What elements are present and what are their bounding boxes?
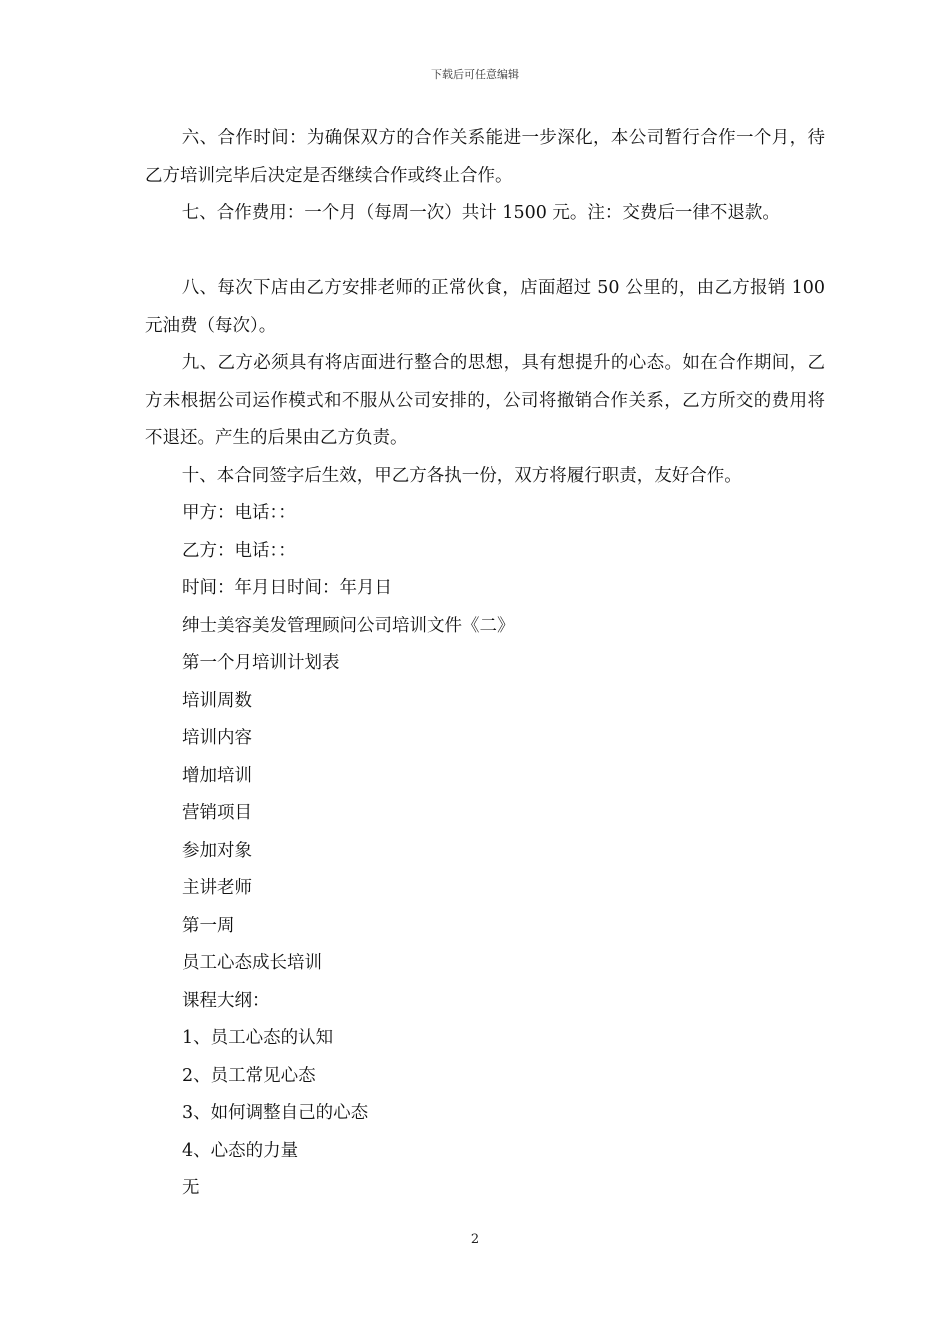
party-b-line: 乙方：电话：： <box>182 540 296 561</box>
list-item: 营销项目 <box>182 803 252 823</box>
list-item: 2、员工常见心态 <box>182 1065 316 1086</box>
document-body <box>145 120 825 1208</box>
date-line: 时间：年月日时间：年月日 <box>182 578 392 598</box>
clause-9-paragraph: 九、乙方必须具有将店面进行整合的思想，具有想提升的心态。如在合作期间，乙方未根据公司运作模式和不服从公司安排的，公司将撤销合作关系，乙方所交的费用将不退还。产生的后果由乙方负责。 <box>145 353 825 448</box>
list-item: 1、员工心态的认知 <box>182 1028 334 1048</box>
blank-line <box>145 233 825 271</box>
plan-title-line: 第一个月培训计划表 <box>182 653 340 673</box>
list-item: 参加对象 <box>182 840 252 861</box>
clause-10-paragraph: 十、本合同签字后生效，甲乙方各执一份，双方将履行职责，友好合作。 <box>181 465 742 486</box>
list-item: 培训内容 <box>182 728 252 748</box>
clause-6-paragraph: 六、合作时间：为确保双方的合作关系能进一步深化，本公司暂行合作一个月，待乙方培训完毕后决定是否继续合作或终止合作。 <box>145 128 825 186</box>
clause-8-paragraph: 八、每次下店由乙方安排老师的正常伙食，店面超过 50 公里的，由乙方报销 100 元油费（每次）。 <box>145 278 825 336</box>
party-a-line: 甲方：电话：： <box>182 503 296 523</box>
list-item: 主讲老师 <box>182 878 252 898</box>
page-header-note: 下载后可任意编辑 <box>431 68 519 81</box>
list-item: 4、心态的力量 <box>182 1140 299 1161</box>
clause-7-paragraph: 七、合作费用：一个月（每周一次）共计 1500 元。注：交费后一律不退款。 <box>181 203 780 223</box>
list-item: 增加培训 <box>182 765 252 786</box>
list-item: 员工心态成长培训 <box>182 953 322 973</box>
list-item: 课程大纲： <box>182 990 270 1011</box>
page-number: 2 <box>470 1232 480 1247</box>
document-title-line: 绅士美容美发管理顾问公司培训文件《二》 <box>182 615 515 636</box>
list-item: 无 <box>182 1178 200 1198</box>
list-item: 3、如何调整自己的心态 <box>182 1103 369 1123</box>
list-item: 培训周数 <box>182 690 252 711</box>
list-item: 第一周 <box>182 915 235 936</box>
